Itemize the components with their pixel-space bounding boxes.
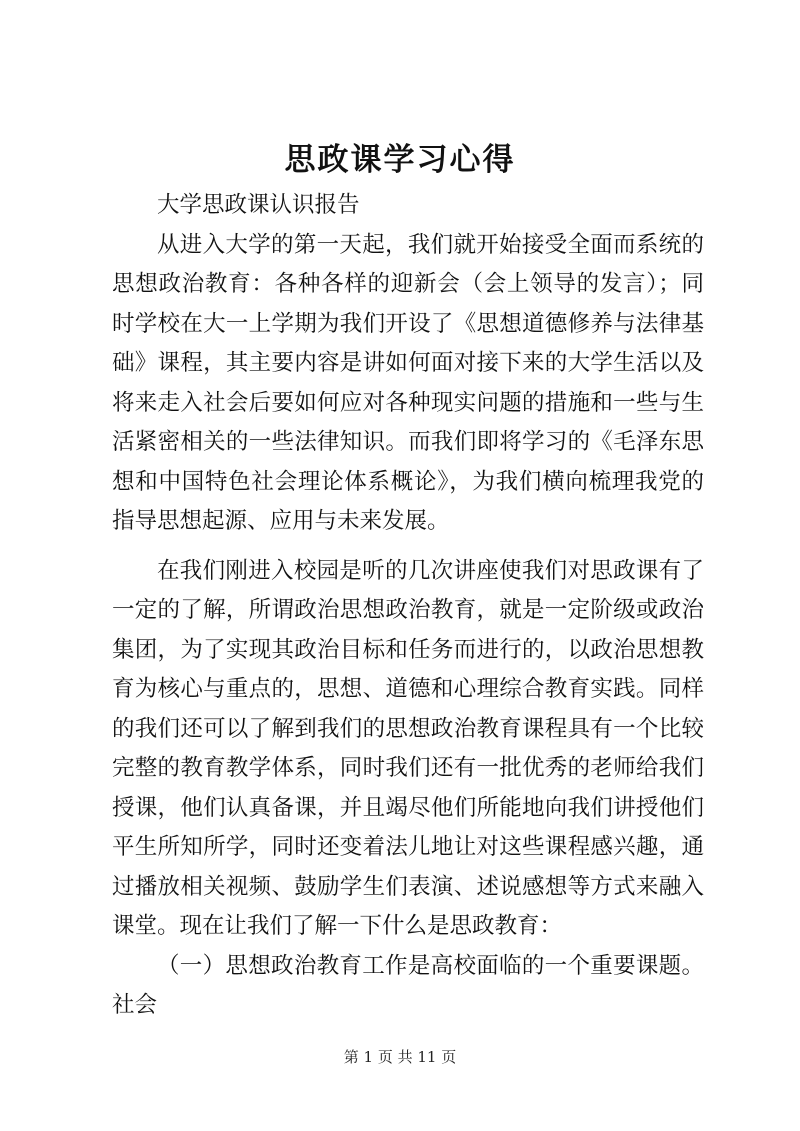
page-number-footer: 第 1 页 共 11 页	[343, 1048, 457, 1066]
paragraph-section-one: （一）思想政治教育工作是高校面临的一个重要课题。社会	[112, 952, 704, 1018]
paragraph-lectures: 在我们刚进入校园是听的几次讲座使我们对思政课有了一定的了解，所谓政治思想政治教育，就是一定阶级或政治集团，为了实现其政治目标和任务而进行的，以政治思想教育为核心与重点的，思想、道德和心理综合教育实践。同样的我们还可以了解到我们的思想政治教育课程具有一个比较完整的教育教学体系，同时我们还有一批优秀的老师给我们授课，他们认真备课，并且竭尽他们所能地向我们讲授他们平生所知所学，同时还变着法儿地让对这些课程感兴趣，通过播放相关视频、鼓励学生们表演、述说感想等方式来融入课堂。现在让我们了解一下什么是思政教育：	[112, 557, 704, 939]
paragraph-subtitle: 大学思政课认识报告	[157, 192, 360, 218]
document-title: 思政课学习心得	[284, 142, 516, 178]
paragraph-intro: 从进入大学的第一天起，我们就开始接受全面而系统的思想政治教育：各种各样的迎新会（会上领导的发言）；同时学校在大一上学期为我们开设了《思想道德修养与法律基础》课程，其主要内容是讲如何面对接下来的大学生活以及将来走入社会后要如何应对各种现实问题的措施和一些与生活紧密相关的一些法律知识。而我们即将学习的《毛泽东思想和中国特色社会理论体系概论》，为我们横向梳理我党的指导思想起源、应用与未来发展。	[112, 231, 704, 534]
document-body	[112, 186, 704, 1026]
